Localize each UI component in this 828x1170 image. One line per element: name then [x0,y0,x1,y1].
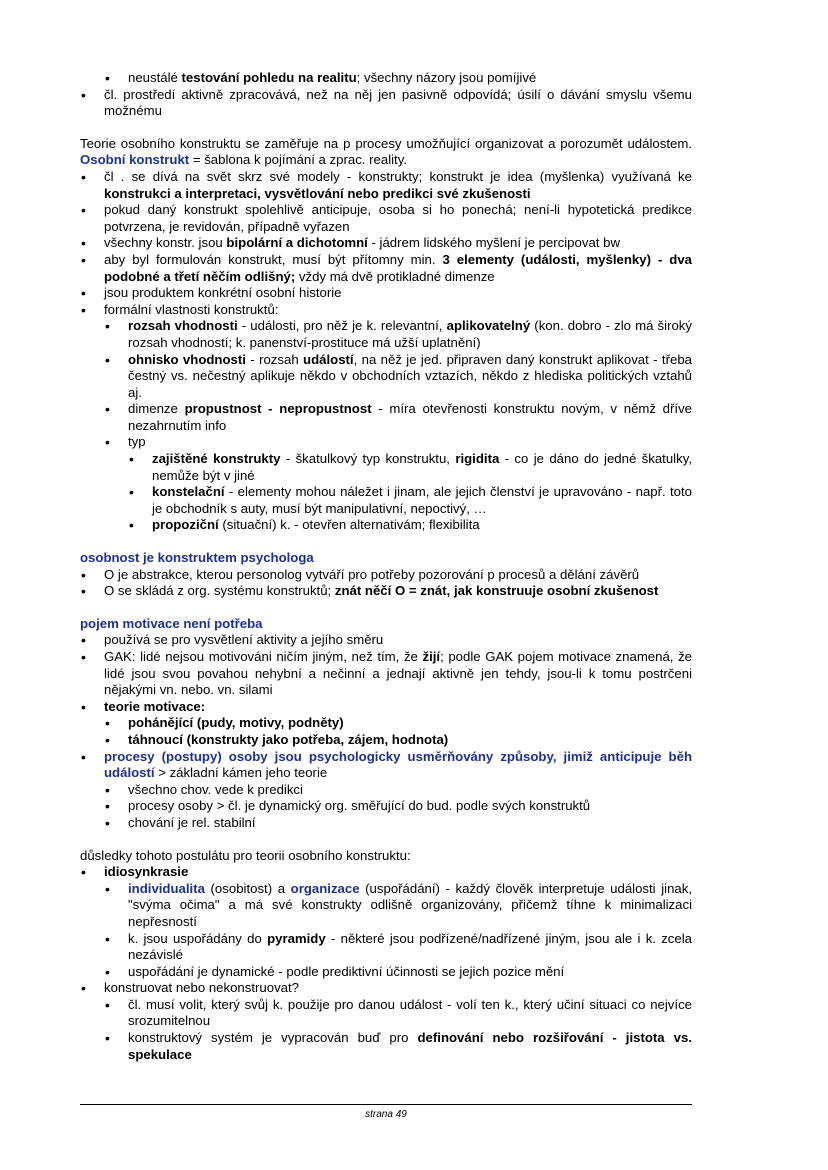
page-content [80,70,692,1063]
page-number: strana 49 [365,1109,407,1120]
list-item: • idiosynkrasie • individualita (osobitost) a organizace (uspořádání) - každý člověk interpretuje události jinak, "svýma očima" a má své konstrukty odlišně organizovány, přičemž tíhne k minimalizaci nepřesností • k. jsou uspořádány do pyramidy - některé jsou podřízené/nadřízené jiným, jsou ale i k. zcela nezávislé • uspořádání je dynamické - podle prediktivní účinnosti se jejich pozice mění [80,864,692,980]
idiosynkrasie-sublist [104,881,692,981]
list-item: • aby byl formulován konstrukt, musí být přítomny min. 3 elementy (události, myšlenky) - dva podobné a třetí něčím odlišný; vždy má dvě protikladné dimenze [80,252,692,285]
vlastnosti-sublist [104,318,692,534]
list-item: • konstruktový systém je vypracován buď pro definování nebo rozšiřování - jistota vs. spekulace [104,1030,692,1063]
list-item: • k. jsou uspořádány do pyramidy - některé jsou podřízené/nadřízené jiným, jsou ale i k. zcela nezávislé [104,931,692,964]
list-item: • používá se pro vysvětlení aktivity a jejího směru [80,632,692,649]
list-item: • individualita (osobitost) a organizace (uspořádání) - každý člověk interpretuje události jinak, "svýma očima" a má své konstrukty odlišně organizovány, přičemž tíhne k minimalizaci nepřesností [104,881,692,931]
list-item: • procesy osoby > čl. je dynamický org. směřující do bud. podle svých konstruktů [104,798,692,815]
list-item: • pokud daný konstrukt spolehlivě anticipuje, osoba si ho ponechá; není-li hypotetická predikce potvrzena, je revidován, případně vyřazen [80,202,692,235]
list-item: • čl . se dívá na svět skrz své modely - konstrukty; konstrukt je idea (myšlenka) využívaná ke konstrukci a interpretaci, vysvětlování nebo predikci své zkušenosti [80,169,692,202]
konstruovat-sublist [104,997,692,1063]
list-item: • teorie motivace: • poháněјící (pudy, motivy, podněty) • táhnoucí (konstrukty jako potřeba, zájem, hodnota) [80,699,692,749]
list-item: • GAK: lidé nejsou motivováni ničím jiným, než tím, že žijí; podle GAK pojem motivace znamená, že lidé jsou svou povahou nehybní a nečinní a jednají aktivně jen tehdy, jsou-li k tomu postrčeni nějakými vn. nebo. vn. silami [80,649,692,699]
procesy-sublist [104,782,692,832]
list-item: • O je abstrakce, kterou personolog vytváří pro potřeby pozorování p procesů a dělání závěrů [80,567,692,584]
list-item: • ohnisko vhodnosti - rozsah událostí, na něž je jed. připraven daný konstrukt aplikovat - třeba čestný vs. nečestný aplikuje někdo v obchodních vztazích, někdo z hlediska politických vztahů aj. [104,352,692,402]
list-item: • táhnoucí (konstrukty jako potřeba, zájem, hodnota) [104,732,692,749]
dusledky-intro: důsledky tohoto postulátu pro teorii osobního konstruktu: [80,847,411,863]
list-item: • poháněјící (pudy, motivy, podněty) [104,715,692,732]
list-item: • chování je rel. stabilní [104,815,692,832]
teorie-list [80,169,692,534]
teorie-paragraph: Teorie osobního konstruktu se zaměřuje na p procesy umožňující organizovat a porozumět událostem. Osobní konstrukt = šablona k pojímání a zprac. reality. [80,135,692,168]
list-item: • O se skládá z org. systému konstruktů; znát něčí O = znát, jak konstruuje osobní zkušenost [80,583,692,600]
top-list [80,87,692,120]
list-item: • konstelační - elementy mohou náležet i jinam, ale jejich členství je upravováno - např. toto je obchodník s auty, musí být manipulativní, nepoctivý, … [128,484,692,517]
list-item: • procesy (postupy) osoby jsou psychologicky usměrňovány způsoby, jimiž anticipuje běh událostí > základní kámen jeho teorie • všechno chov. vede k predikci • procesy osoby > čl. je dynamický org. směřující do bud. podle svých konstruktů • chování je rel. stabilní [80,749,692,832]
top-sublist [104,70,692,87]
typ-sublist [128,451,692,534]
list-item: • uspořádání je dynamické - podle prediktivní účinnosti se jejich pozice mění [104,964,692,981]
list-item: • formální vlastnosti konstruktů: • rozsah vhodnosti - události, pro něž je k. relevantní, aplikovatelný (kon. dobro - zlo má široký rozsah vhodností; k. panenství-prostituce má užší uplatnění) • ohnisko vhodnosti - rozsah událostí, na něž je jed. připraven daný konstrukt aplikovat - třeba čestný vs. nečestný aplikuje někdo v obchodních vztazích, někdo z hlediska politických vztahů aj. • dimenze propustnost - nepropustnost - míra otevřenosti konstruktu novým, v němž dříve nezahrnutím info • typ • zajištěné konstrukty - škatulkový typ konstruktu, rigidita - co je dáno do jedné škatulky, nemůže být v jiné • konstelační - elementy mohou náležet i jinam, ale jejich členství je upravováno - např. toto je obchodník s auty, musí být manipulativní, nepoctivý, … • propoziční (situační) k. - otevřen alternativám; flexibilita [80,302,692,534]
motivace-list [80,632,692,831]
list-item: • čl. musí volit, který svůj k. použije pro danou událost - volí ten k., který učiní situaci co nejvíce srozumitelnou [104,997,692,1030]
list-item: • všechno chov. vede k predikci [104,782,692,799]
footer-divider [80,1104,692,1105]
list-item: • neustálé testování pohledu na realitu; všechny názory jsou pomíjivé [104,70,692,87]
dusledky-list [80,864,692,1063]
list-item: • konstruovat nebo nekonstruovat? • čl. musí volit, který svůj k. použije pro danou událost - volí ten k., který učiní situaci co nejvíce srozumitelnou • konstruktový systém je vypracován buď pro definování nebo rozšiřování - jistota vs. spekulace [80,980,692,1063]
list-item: • zajištěné konstrukty - škatulkový typ konstruktu, rigidita - co je dáno do jedné škatulky, nemůže být v jiné [128,451,692,484]
list-item: • dimenze propustnost - nepropustnost - míra otevřenosti konstruktu novým, v němž dříve nezahrnutím info [104,401,692,434]
osobnost-heading: osobnost je konstruktem psychologa [80,550,314,566]
list-item: • propoziční (situační) k. - otevřen alternativám; flexibilita [128,517,692,534]
teorie-motivace-sublist [104,715,692,748]
osobnost-list [80,567,692,600]
list-item: • všechny konstr. jsou bipolární a dichotomní - jádrem lidského myšlení je percipovat bw [80,235,692,252]
list-item: • čl. prostředí aktivně zpracovává, než na něj jen pasivně odpovídá; úsilí o dávání smyslu všemu možnému [80,87,692,120]
list-item: • rozsah vhodnosti - události, pro něž je k. relevantní, aplikovatelný (kon. dobro - zlo má široký rozsah vhodností; k. panenství-prostituce má užší uplatnění) [104,318,692,351]
motivace-heading: pojem motivace není potřeba [80,615,263,631]
list-item: • jsou produktem konkrétní osobní historie [80,285,692,302]
list-item: • typ • zajištěné konstrukty - škatulkový typ konstruktu, rigidita - co je dáno do jedné škatulky, nemůže být v jiné • konstelační - elementy mohou náležet i jinam, ale jejich členství je upravováno - např. toto je obchodník s auty, musí být manipulativní, nepoctivý, … • propoziční (situační) k. - otevřen alternativám; flexibilita [104,434,692,534]
